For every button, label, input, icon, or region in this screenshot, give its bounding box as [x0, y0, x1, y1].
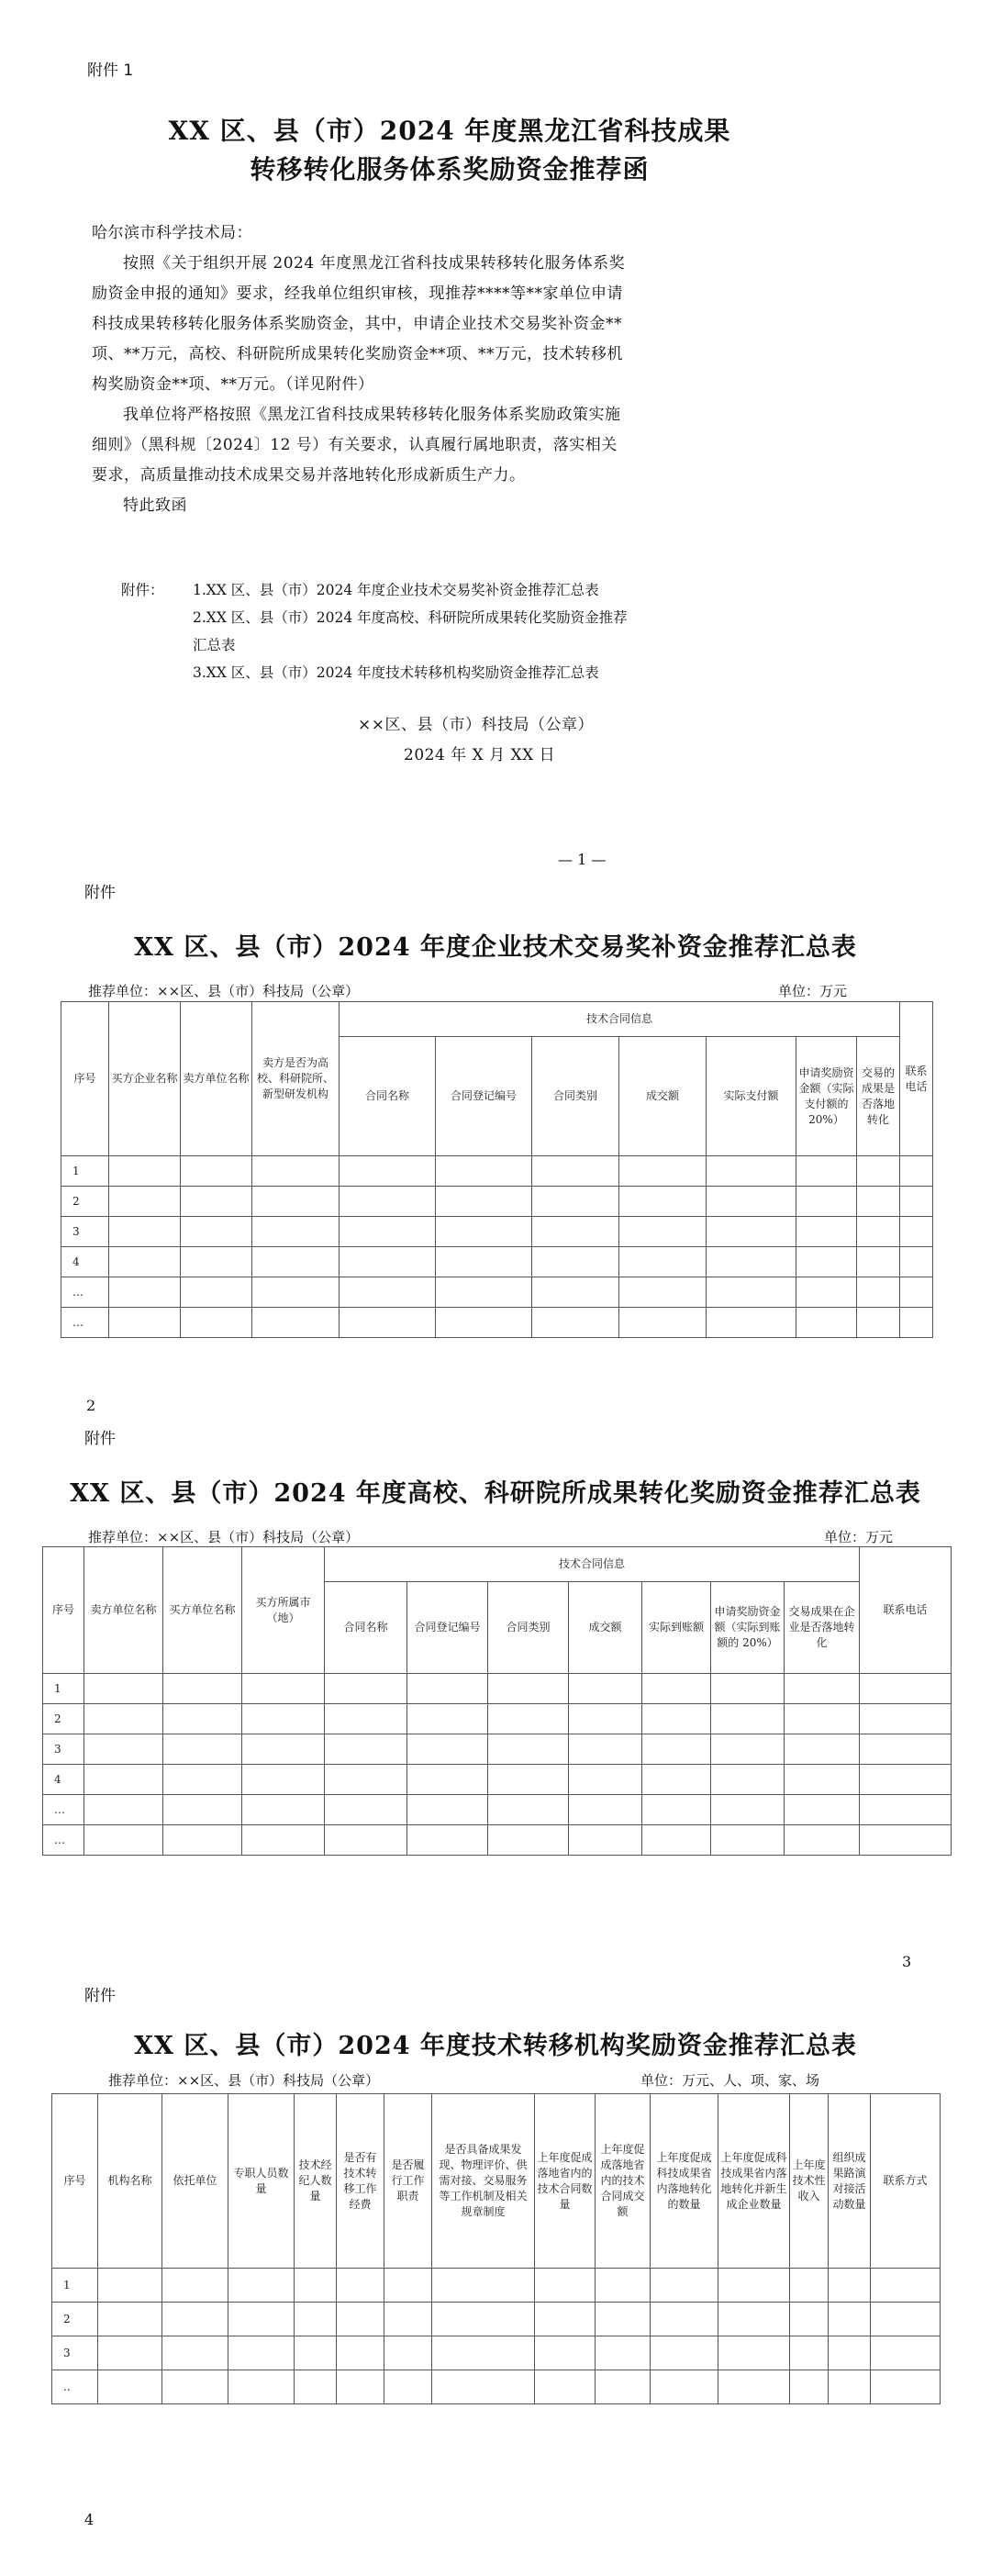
- table-cell: [535, 2269, 596, 2303]
- table-cell: [84, 1765, 163, 1795]
- table1: [61, 1001, 933, 1338]
- letter-title: [73, 112, 826, 189]
- table-cell: [569, 1765, 642, 1795]
- table3-body: [52, 2269, 941, 2404]
- table-cell: [181, 1308, 252, 1338]
- table3-title: XX 区、县（市）2024 年度技术转移机构奖励资金推荐汇总表: [134, 2032, 857, 2060]
- table-cell: [619, 1187, 707, 1217]
- table-row: [61, 1308, 933, 1338]
- t1-header-contract-name: 合同名称: [340, 1037, 436, 1156]
- row-number: 3: [52, 2336, 98, 2370]
- table-cell: [242, 1734, 325, 1765]
- table-cell: [569, 1795, 642, 1825]
- table-cell: [596, 2269, 651, 2303]
- attachment-1-label: 附件 1: [87, 61, 134, 80]
- table-cell: [900, 1217, 933, 1247]
- table-cell: [436, 1217, 532, 1247]
- table-cell: [796, 1217, 857, 1247]
- table-cell: [407, 1734, 488, 1765]
- table-cell: [242, 1795, 325, 1825]
- table-cell: [718, 2269, 790, 2303]
- table-row: [43, 1825, 952, 1856]
- table-cell: [707, 1308, 796, 1338]
- row-number: …: [43, 1795, 84, 1825]
- table2-recommender: 推荐单位：××区、县（市）科技局（公章）: [88, 1529, 360, 1545]
- table-cell: [796, 1187, 857, 1217]
- table-cell: [109, 1308, 181, 1338]
- table-cell: [252, 1277, 340, 1308]
- table-cell: [785, 1674, 860, 1704]
- table-cell: [619, 1217, 707, 1247]
- letter-title-line1: XX 区、县（市）2024 年度黑龙江省科技成果: [168, 116, 731, 146]
- row-number: 3: [61, 1217, 109, 1247]
- t1-header-contract-reg: 合同登记编号: [436, 1037, 532, 1156]
- table-cell: [857, 1277, 900, 1308]
- t2-header-landed: 交易成果在企业是否落地转化: [785, 1582, 860, 1674]
- table-cell: [900, 1247, 933, 1277]
- t2-header-group: 技术合同信息: [325, 1547, 860, 1582]
- table-cell: [181, 1187, 252, 1217]
- table-row: [61, 1247, 933, 1277]
- table-cell: [619, 1247, 707, 1277]
- t1-header-phone: 联系电话: [900, 1002, 933, 1156]
- table-cell: [707, 1247, 796, 1277]
- table-cell: [98, 2269, 162, 2303]
- table-cell: [596, 2370, 651, 2404]
- attachment-item-1: 1.XX 区、县（市）2024 年度企业技术交易奖补资金推荐汇总表: [193, 582, 599, 598]
- table-cell: [860, 1795, 952, 1825]
- row-number: 3: [43, 1734, 84, 1765]
- t1-header-seller: 卖方单位名称: [181, 1002, 252, 1156]
- table-cell: [796, 1308, 857, 1338]
- table-cell: [228, 2336, 295, 2370]
- table-row: [61, 1156, 933, 1187]
- table3: [51, 2093, 941, 2404]
- table-cell: [252, 1247, 340, 1277]
- table-cell: [432, 2370, 535, 2404]
- table-cell: [532, 1156, 619, 1187]
- table-cell: [857, 1156, 900, 1187]
- table-cell: [871, 2303, 941, 2336]
- table-cell: [796, 1247, 857, 1277]
- table-row: [52, 2303, 941, 2336]
- attachment-list: [121, 576, 635, 686]
- table-cell: [711, 1674, 785, 1704]
- row-number: 4: [61, 1247, 109, 1277]
- table-cell: [407, 1765, 488, 1795]
- table-cell: [181, 1217, 252, 1247]
- table2-title: XX 区、县（市）2024 年度高校、科研院所成果转化奖励资金推荐汇总表: [70, 1479, 921, 1508]
- table-cell: [325, 1704, 407, 1734]
- table-cell: [785, 1795, 860, 1825]
- table-cell: [790, 2269, 829, 2303]
- table-cell: [857, 1308, 900, 1338]
- table-cell: [651, 2269, 718, 2303]
- table-cell: [109, 1187, 181, 1217]
- signature: ××区、县（市）科技局（公章）: [358, 716, 594, 734]
- table-cell: [407, 1704, 488, 1734]
- table-cell: [295, 2336, 337, 2370]
- t1-header-group: 技术合同信息: [340, 1002, 900, 1037]
- table-cell: [785, 1765, 860, 1795]
- t2-header-seq: 序号: [43, 1547, 84, 1674]
- table-cell: [860, 1825, 952, 1856]
- table-cell: [619, 1308, 707, 1338]
- table-cell: [532, 1308, 619, 1338]
- t3-header-brokers: 技术经纪人数量: [295, 2094, 337, 2269]
- t1-header-apply-amount: 申请奖励资金额（实际支付额的 20%）: [796, 1037, 857, 1156]
- table-cell: [707, 1156, 796, 1187]
- table-row: [43, 1765, 952, 1795]
- table-cell: [900, 1308, 933, 1338]
- table-cell: [711, 1704, 785, 1734]
- table-cell: [384, 2336, 432, 2370]
- t3-header-host: 依托单位: [162, 2094, 228, 2269]
- paragraph-2: 我单位将严格按照《黑龙江省科技成果转移转化服务体系奖励政策实施细则》（黑科规〔2024〕12 号）有关要求，认真履行属地职责，落实相关要求，高质量推动技术成果交易并落地转化形成新质生产力。: [92, 406, 621, 485]
- letter-body: [92, 218, 629, 521]
- row-number: …: [61, 1308, 109, 1338]
- table-cell: [488, 1825, 569, 1856]
- table-cell: [295, 2303, 337, 2336]
- table-cell: [109, 1247, 181, 1277]
- table-cell: [619, 1277, 707, 1308]
- t3-header-revenue: 上年度技术性收入: [790, 2094, 829, 2269]
- table-cell: [900, 1187, 933, 1217]
- table-cell: [325, 1765, 407, 1795]
- table2-unit: 单位：万元: [824, 1529, 894, 1545]
- t2-header-contract-type: 合同类别: [488, 1582, 569, 1674]
- table-cell: [295, 2269, 337, 2303]
- table-cell: [790, 2336, 829, 2370]
- table-cell: [488, 1795, 569, 1825]
- table-cell: [228, 2303, 295, 2336]
- table-cell: [829, 2336, 871, 2370]
- t2-header-deal-amount: 成交额: [569, 1582, 642, 1674]
- table-cell: [651, 2336, 718, 2370]
- table-row: [43, 1704, 952, 1734]
- table-cell: [860, 1734, 952, 1765]
- table-cell: [252, 1187, 340, 1217]
- table-cell: [707, 1187, 796, 1217]
- page-number-3: 3: [902, 1953, 912, 1970]
- table-cell: [642, 1674, 711, 1704]
- table-cell: [109, 1217, 181, 1247]
- table-cell: [857, 1217, 900, 1247]
- t1-header-deal-amount: 成交额: [619, 1037, 707, 1156]
- table-cell: [785, 1734, 860, 1765]
- table-cell: [711, 1825, 785, 1856]
- table2-attachment-label: 附件: [84, 1430, 116, 1448]
- table1-recommender: 推荐单位：××区、县（市）科技局（公章）: [88, 983, 360, 999]
- table-cell: [384, 2269, 432, 2303]
- page-number-4: 4: [84, 2511, 95, 2528]
- table-cell: [436, 1187, 532, 1217]
- t3-header-seq: 序号: [52, 2094, 98, 2269]
- page-number-1: — 1 —: [558, 851, 607, 868]
- t3-header-contact: 联系方式: [871, 2094, 941, 2269]
- table-cell: [718, 2370, 790, 2404]
- table-row: [43, 1734, 952, 1765]
- table-cell: [242, 1674, 325, 1704]
- t1-header-seller-type: 卖方是否为高校、科研院所、新型研发机构: [252, 1002, 340, 1156]
- table-cell: [488, 1674, 569, 1704]
- table-cell: [711, 1734, 785, 1765]
- table-cell: [488, 1704, 569, 1734]
- table-cell: [84, 1795, 163, 1825]
- t2-header-phone: 联系电话: [860, 1547, 952, 1674]
- table-cell: [162, 2336, 228, 2370]
- t3-header-contracts-amount: 上年度促成落地省内的技术合同数量: [535, 2094, 596, 2269]
- t3-header-funding: 是否有技术转移工作经费: [337, 2094, 384, 2269]
- table3-attachment-label: 附件: [84, 1987, 116, 2005]
- table-cell: [796, 1156, 857, 1187]
- table-cell: [829, 2370, 871, 2404]
- table-cell: [384, 2303, 432, 2336]
- table-cell: [857, 1187, 900, 1217]
- table-cell: [569, 1825, 642, 1856]
- table-cell: [871, 2336, 941, 2370]
- table-cell: [252, 1156, 340, 1187]
- t1-header-paid-amount: 实际支付额: [707, 1037, 796, 1156]
- table-cell: [109, 1156, 181, 1187]
- table2-body: [43, 1674, 952, 1856]
- table-cell: [98, 2303, 162, 2336]
- table-cell: [532, 1277, 619, 1308]
- salutation: 哈尔滨市科学技术局：: [92, 224, 252, 242]
- table-cell: [340, 1247, 436, 1277]
- row-number: …: [61, 1277, 109, 1308]
- table-row: [43, 1674, 952, 1704]
- row-number: 1: [43, 1674, 84, 1704]
- table-cell: [642, 1765, 711, 1795]
- t3-header-services: 是否具备成果发现、物理评价、供需对接、交易服务等工作机制及相关规章制度: [432, 2094, 535, 2269]
- table-cell: [109, 1277, 181, 1308]
- table-cell: [163, 1795, 242, 1825]
- table-cell: [642, 1704, 711, 1734]
- table1-body: [61, 1156, 933, 1338]
- table1-title: XX 区、县（市）2024 年度企业技术交易奖补资金推荐汇总表: [134, 933, 857, 962]
- table-cell: [707, 1217, 796, 1247]
- table-cell: [432, 2269, 535, 2303]
- table-cell: [619, 1156, 707, 1187]
- table-cell: [98, 2336, 162, 2370]
- row-number: 2: [43, 1704, 84, 1734]
- table-cell: [436, 1308, 532, 1338]
- table-cell: [407, 1795, 488, 1825]
- attachment-item-3: 3.XX 区、县（市）2024 年度技术转移机构奖励资金推荐汇总表: [193, 664, 599, 681]
- table-cell: [532, 1187, 619, 1217]
- table-cell: [325, 1795, 407, 1825]
- closing: 特此致函: [123, 496, 187, 515]
- table-cell: [436, 1277, 532, 1308]
- table-cell: [84, 1674, 163, 1704]
- table-cell: [707, 1277, 796, 1308]
- table-cell: [228, 2269, 295, 2303]
- letter-date: 2024 年 X 月 XX 日: [404, 746, 556, 764]
- table-cell: [181, 1156, 252, 1187]
- table-cell: [181, 1247, 252, 1277]
- table-cell: [340, 1308, 436, 1338]
- table-cell: [535, 2370, 596, 2404]
- table-cell: [642, 1795, 711, 1825]
- table-cell: [829, 2269, 871, 2303]
- table-cell: [163, 1765, 242, 1795]
- table-cell: [532, 1217, 619, 1247]
- table-cell: [569, 1674, 642, 1704]
- table-cell: [535, 2303, 596, 2336]
- table-row: [61, 1277, 933, 1308]
- table-cell: [642, 1825, 711, 1856]
- table-cell: [718, 2336, 790, 2370]
- table-cell: [337, 2336, 384, 2370]
- table-cell: [340, 1217, 436, 1247]
- table-cell: [163, 1825, 242, 1856]
- table-cell: [829, 2303, 871, 2336]
- table3-unit: 单位：万元、人、项、家、场: [640, 2072, 820, 2089]
- table-cell: [790, 2370, 829, 2404]
- table-cell: [785, 1704, 860, 1734]
- t2-header-received: 实际到账额: [642, 1582, 711, 1674]
- attachment-item-2: 2.XX 区、县（市）2024 年度高校、科研院所成果转化奖励资金推荐汇总表: [193, 609, 628, 653]
- t2-header-seller: 卖方单位名称: [84, 1547, 163, 1674]
- table-cell: [340, 1156, 436, 1187]
- table-cell: [900, 1277, 933, 1308]
- table-cell: [98, 2370, 162, 2404]
- table-cell: [163, 1674, 242, 1704]
- t3-header-deal-amount: 上年度促成落地省内的技术合同成交额: [596, 2094, 651, 2269]
- table-row: [52, 2269, 941, 2303]
- t2-header-buyer: 买方单位名称: [163, 1547, 242, 1674]
- table-cell: [242, 1825, 325, 1856]
- table-cell: [325, 1674, 407, 1704]
- table-cell: [432, 2336, 535, 2370]
- table-cell: [796, 1277, 857, 1308]
- table-cell: [295, 2370, 337, 2404]
- t3-header-duty: 是否履行工作职责: [384, 2094, 432, 2269]
- table-cell: [325, 1825, 407, 1856]
- row-number: 2: [52, 2303, 98, 2336]
- table-cell: [432, 2303, 535, 2336]
- table-cell: [860, 1674, 952, 1704]
- t2-header-apply-amount: 申请奖励资金额（实际到账额的 20%）: [711, 1582, 785, 1674]
- attachment-prefix: 附件：: [121, 582, 164, 598]
- table2: [42, 1546, 952, 1856]
- letter-title-line2: 转移转化服务体系奖励资金推荐函: [250, 154, 650, 184]
- table-cell: [252, 1217, 340, 1247]
- table-cell: [596, 2336, 651, 2370]
- row-number: 2: [61, 1187, 109, 1217]
- t2-header-contract-reg: 合同登记编号: [407, 1582, 488, 1674]
- table-cell: [242, 1704, 325, 1734]
- t3-header-results: 上年度促成科技成果省内落地转化的数量: [651, 2094, 718, 2269]
- table-cell: [860, 1765, 952, 1795]
- table-cell: [252, 1308, 340, 1338]
- table-row: [52, 2370, 941, 2404]
- table-cell: [871, 2370, 941, 2404]
- table-cell: [569, 1704, 642, 1734]
- table-cell: [718, 2303, 790, 2336]
- table-cell: [871, 2269, 941, 2303]
- table-cell: [163, 1704, 242, 1734]
- row-number: 1: [61, 1156, 109, 1187]
- t2-header-buyer-city: 买方所属市（地）: [242, 1547, 325, 1674]
- table-cell: [535, 2336, 596, 2370]
- table1-attachment-label: 附件: [84, 884, 116, 902]
- table3-recommender: 推荐单位：××区、县（市）科技局（公章）: [108, 2072, 380, 2089]
- table-cell: [711, 1765, 785, 1795]
- table-cell: [569, 1734, 642, 1765]
- page-number-2: 2: [86, 1397, 96, 1414]
- table-row: [52, 2336, 941, 2370]
- table-cell: [84, 1734, 163, 1765]
- table-cell: [228, 2370, 295, 2404]
- table-cell: [384, 2370, 432, 2404]
- table-cell: [860, 1704, 952, 1734]
- table-cell: [651, 2303, 718, 2336]
- row-number: ..: [52, 2370, 98, 2404]
- table-cell: [857, 1247, 900, 1277]
- t3-header-enterprises: 上年度促成科技成果省内落地转化并新生成企业数量: [718, 2094, 790, 2269]
- table-cell: [163, 1734, 242, 1765]
- t1-header-landed: 交易的成果是否落地转化: [857, 1037, 900, 1156]
- table-cell: [596, 2303, 651, 2336]
- table-row: [61, 1217, 933, 1247]
- table-cell: [711, 1795, 785, 1825]
- table-row: [61, 1187, 933, 1217]
- table-cell: [337, 2269, 384, 2303]
- table-cell: [407, 1825, 488, 1856]
- t2-header-contract-name: 合同名称: [325, 1582, 407, 1674]
- table1-unit: 单位：万元: [778, 983, 848, 999]
- table-cell: [337, 2303, 384, 2336]
- row-number: …: [43, 1825, 84, 1856]
- table-cell: [436, 1156, 532, 1187]
- table-cell: [84, 1704, 163, 1734]
- table-cell: [790, 2303, 829, 2336]
- t1-header-buyer: 买方企业名称: [109, 1002, 181, 1156]
- table-cell: [488, 1734, 569, 1765]
- table-cell: [651, 2370, 718, 2404]
- table-cell: [340, 1187, 436, 1217]
- row-number: 4: [43, 1765, 84, 1795]
- table-cell: [340, 1277, 436, 1308]
- table-cell: [162, 2269, 228, 2303]
- table-cell: [84, 1825, 163, 1856]
- table-cell: [900, 1156, 933, 1187]
- paragraph-1: 按照《关于组织开展 2024 年度黑龙江省科技成果转移转化服务体系奖励资金申报的通知》要求，经我单位组织审核，现推荐****等**家单位申请科技成果转移转化服务体系奖励资金，其中，申请企业技术交易奖补资金**项、**万元，高校、科研院所成果转化奖励资金**项、**万元，技术转移机构奖励资金**项、**万元。（详见附件）: [92, 254, 626, 394]
- table-cell: [532, 1247, 619, 1277]
- t3-header-roadshows: 组织成果路演对接活动数量: [829, 2094, 871, 2269]
- row-number: 1: [52, 2269, 98, 2303]
- table-cell: [325, 1734, 407, 1765]
- table-cell: [642, 1734, 711, 1765]
- table-row: [43, 1795, 952, 1825]
- table-cell: [337, 2370, 384, 2404]
- table-cell: [407, 1674, 488, 1704]
- t3-header-staff: 专职人员数量: [228, 2094, 295, 2269]
- table-cell: [785, 1825, 860, 1856]
- t3-header-name: 机构名称: [98, 2094, 162, 2269]
- table-cell: [488, 1765, 569, 1795]
- t1-header-seq: 序号: [61, 1002, 109, 1156]
- table-cell: [181, 1277, 252, 1308]
- table-cell: [162, 2370, 228, 2404]
- t1-header-contract-type: 合同类别: [532, 1037, 619, 1156]
- table-cell: [242, 1765, 325, 1795]
- table-cell: [162, 2303, 228, 2336]
- table-cell: [436, 1247, 532, 1277]
